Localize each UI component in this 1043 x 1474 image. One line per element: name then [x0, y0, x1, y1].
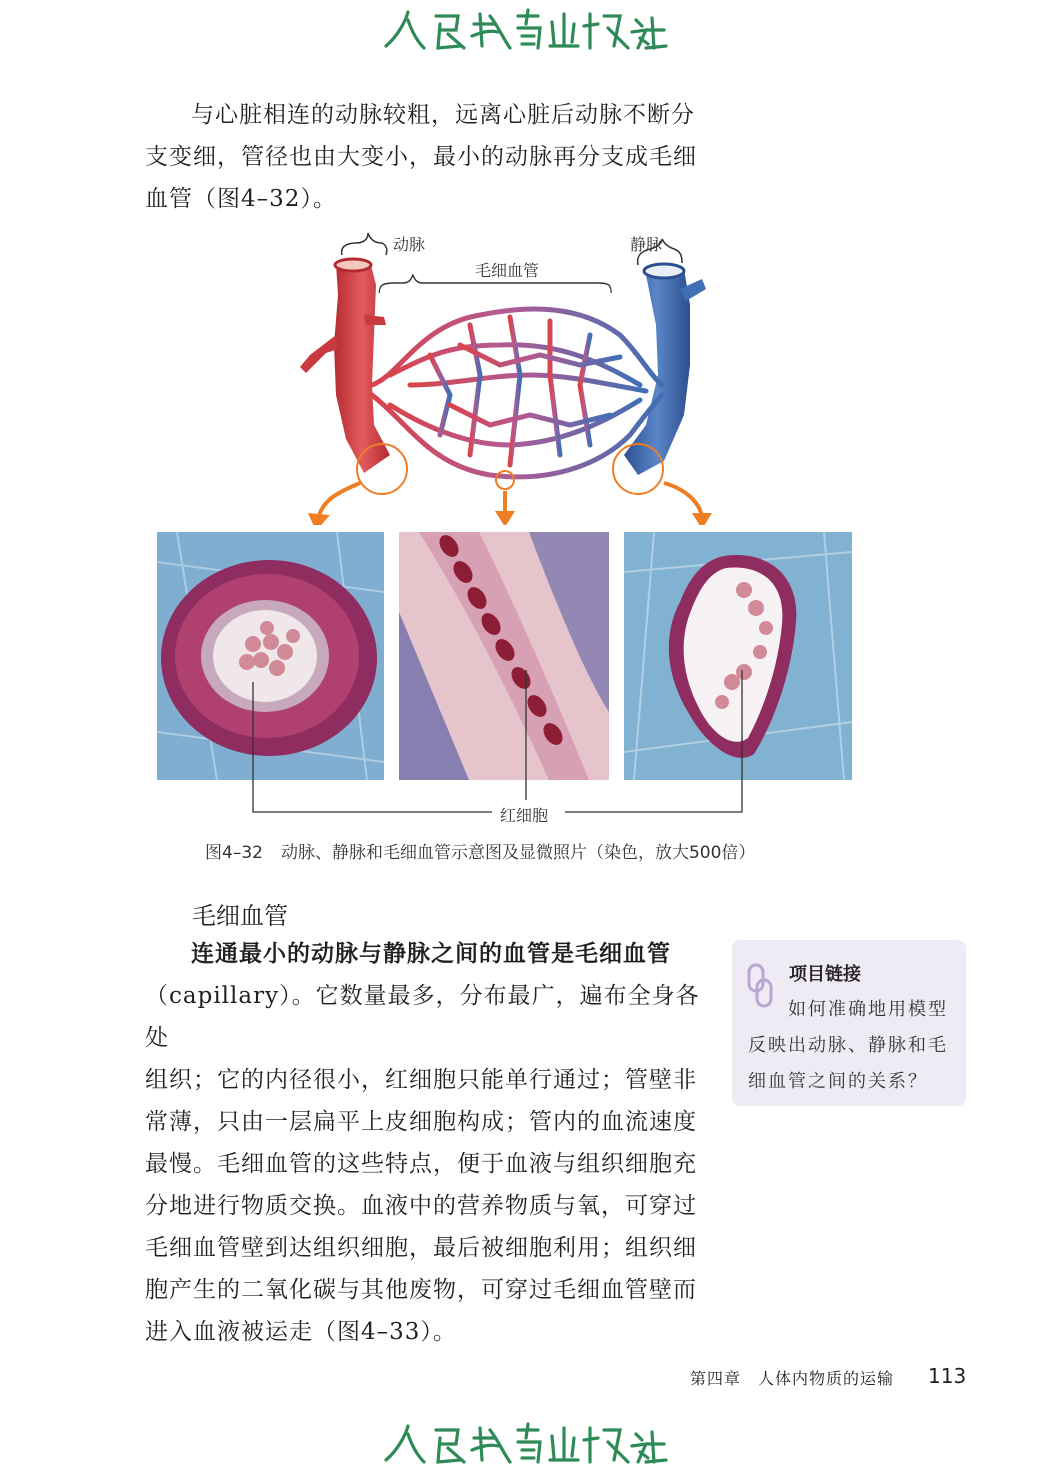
body-line: 进入血液被运走（图4–33）。 — [145, 1319, 457, 1345]
publisher-logo-bottom — [378, 1420, 668, 1468]
body-line: 毛细血管壁到达组织细胞，最后被细胞利用；组织细 — [145, 1235, 697, 1261]
bold-lead: 连通最小的动脉与静脉之间的血管是毛细血管 — [191, 941, 671, 967]
body-line: 分地进行物质交换。血液中的营养物质与氧，可穿过 — [145, 1193, 697, 1219]
section-body — [145, 933, 700, 1353]
artery-label: 动脉 — [393, 235, 426, 254]
caption-text: 动脉、静脉和毛细血管示意图及显微照片（染色，放大500倍） — [280, 843, 756, 863]
sidebar-line: 反映出动脉、静脉和毛 — [748, 1035, 948, 1056]
sidebar-line: 细血管之间的关系？ — [748, 1071, 928, 1092]
capillary-label: 毛细血管 — [475, 261, 540, 280]
rbc-leader-lines — [250, 670, 750, 820]
intro-line: 与心脏相连的动脉较粗，远离心脏后动脉不断分 — [191, 102, 695, 128]
body-line: （capillary）。它数量最多，分布最广，遍布全身各处 — [145, 983, 700, 1051]
body-line: 最慢。毛细血管的这些特点，便于血液与组织细胞充 — [145, 1151, 697, 1177]
body-line: 常薄，只由一层扁平上皮细胞构成；管内的血流速度 — [145, 1109, 697, 1135]
chapter-footer: 第四章 人体内物质的运输 — [690, 1369, 895, 1388]
body-line: 组织；它的内径很小，红细胞只能单行通过；管壁非 — [145, 1067, 697, 1093]
caption-number: 图4–32 — [205, 843, 263, 863]
vein-label: 静脉 — [630, 235, 663, 254]
project-link-text — [748, 992, 958, 1100]
publisher-logo-top — [378, 6, 668, 54]
intro-paragraph — [145, 94, 700, 220]
section-title: 毛细血管 — [192, 902, 288, 930]
project-link-title: 项目链接 — [789, 964, 861, 985]
figure-caption — [205, 838, 755, 863]
sidebar-line: 如何准确地用模型 — [788, 999, 948, 1020]
page-number: 113 — [928, 1364, 967, 1388]
intro-line: 血管（图4–32）。 — [145, 186, 337, 212]
body-line: 胞产生的二氧化碳与其他废物，可穿过毛细血管壁而 — [145, 1277, 697, 1303]
intro-line: 支变细，管径也由大变小，最小的动脉再分支成毛细 — [145, 144, 697, 170]
rbc-label: 红细胞 — [500, 806, 549, 825]
